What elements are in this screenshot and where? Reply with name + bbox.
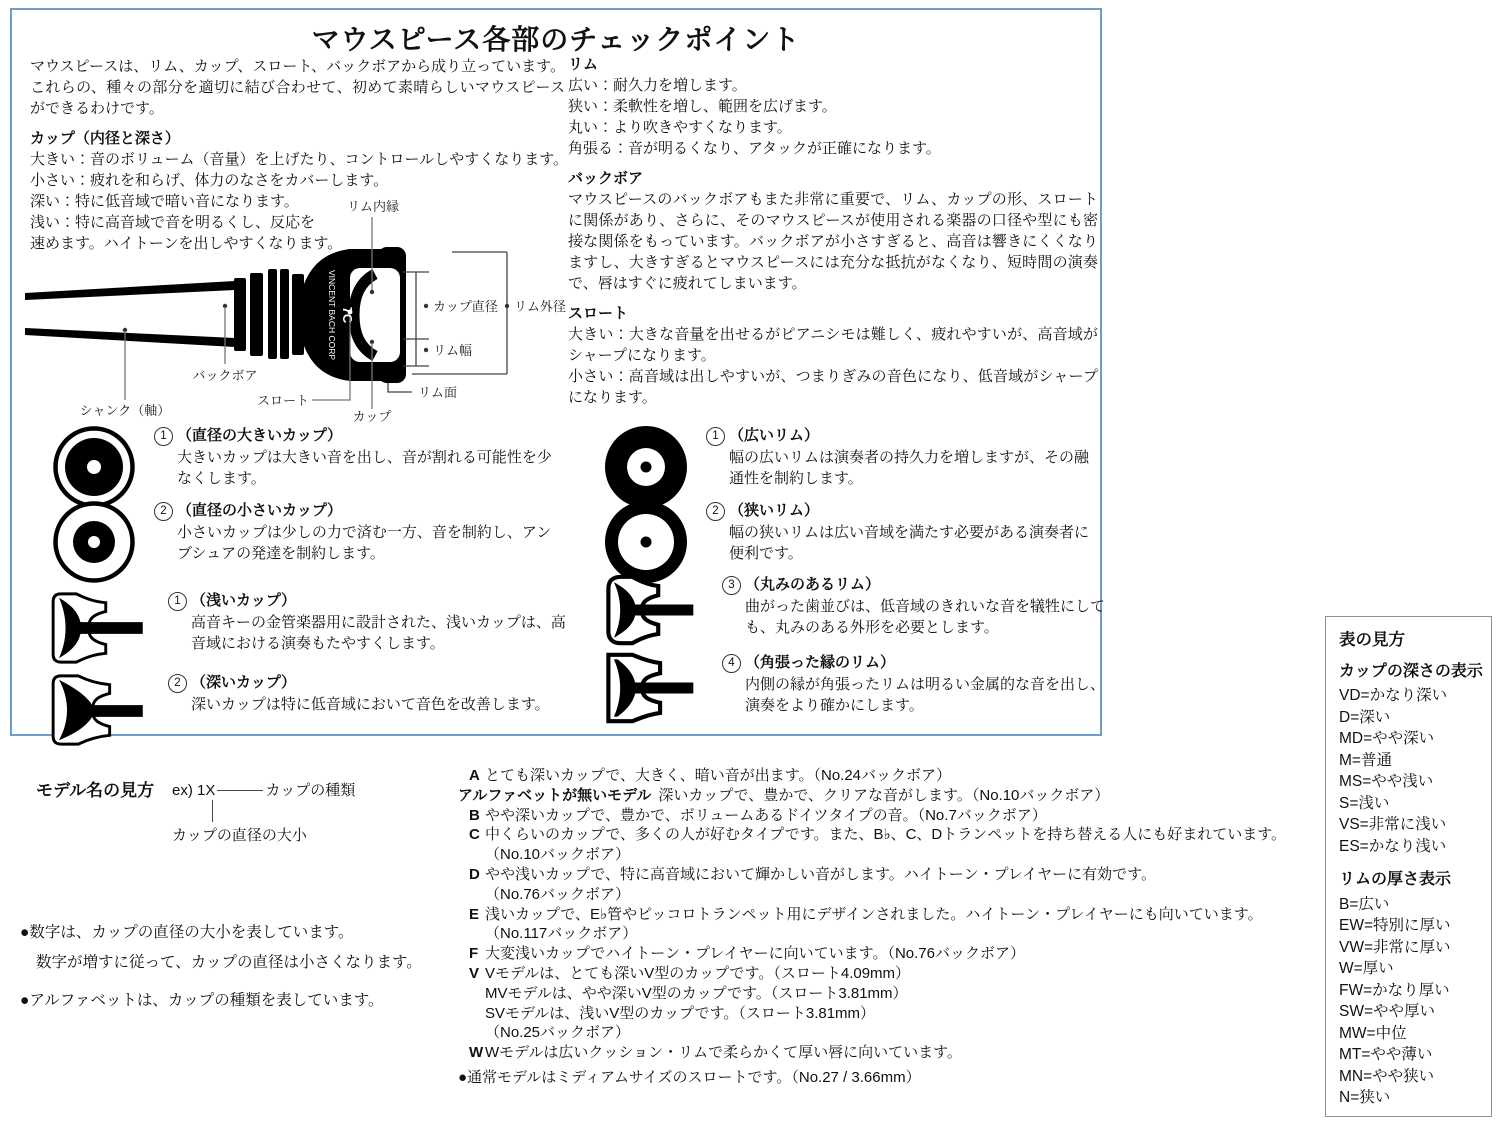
diagram-label-cup-diameter: カップ直径 [433,299,498,314]
legend-item: ES=かなり浅い [1339,837,1447,855]
model-desc-cont: （No.76バックボア） [485,885,631,903]
item-desc: 高音キーの金管楽器用に設計された、浅いカップは、高音域における演奏もたやすくします。 [191,613,566,652]
model-row-d [458,865,1303,905]
collar-ring-1 [250,273,263,356]
legend-item: MD=やや深い [1339,730,1435,747]
legend-item: D=深い [1339,708,1391,726]
model-letter: W [469,1044,484,1062]
item-desc: 幅の広いリムは演奏者の持久力を増しますが、その融通性を制約します。 [729,448,1090,487]
model-row-c [458,825,1303,865]
item-desc: 小さいカップは少しの力で済む一方、音を制約し、アンブシュアの発達を制約します。 [177,523,552,562]
item-title-text: （角張った縁のリム） [745,654,896,671]
alphabet-note: ●アルファベットは、カップの種類を表しています。 [20,992,384,1009]
diagram-label-rim-inner: リム内縁 [347,199,400,214]
cup-line-shallow2: 速めます。ハイトーンを出しやすくなります。 [30,235,343,252]
backbore-section-heading: バックボア [568,170,644,187]
legend-item: SW=やや厚い [1339,1003,1436,1020]
cup-section-heading: カップ（内径と深さ） [30,130,180,147]
rim-item-1 [604,425,1096,509]
mouthpiece-model-text: 7C [340,306,355,324]
legend-item: S=浅い [1339,794,1390,812]
cup-line-large: 大きい：音のボリューム（音量）を上げたり、コントロールしやすくなります。 [30,151,569,168]
model-label: アルファベットが無いモデル [458,786,652,804]
legend-item: VS=非常に浅い [1339,816,1447,833]
cup-depth-legend-heading: カップの深さの表示 [1339,662,1483,680]
checkpoint-panel [10,8,1106,736]
mouthpiece-diagram [20,194,580,422]
model-desc: やや深いカップで、豊かで、ボリュームあるドイツタイプの音。（No.7バックボア） [485,806,1047,824]
rim-item-2 [604,500,1096,584]
model-row-w [458,1043,1303,1063]
item-number-badge: 3 [722,576,741,595]
throat-line-large: 大きい：大きな音量を出せるがピアニシモは難しく、疲れやすいが、高音域がシャープになります。 [568,326,1098,364]
model-desc-cont: （No.117バックボア） [485,925,638,943]
collar-ring-4 [292,274,304,355]
numbers-note-cont: 数字が増すに従って、カップの直径は小さくなります。 [36,954,422,971]
item-title-text: （広いリム） [729,427,820,444]
collar-ring-2 [268,269,277,359]
page-title: マウスピース各部のチェックポイント [311,24,801,55]
item-title-text: （深いカップ） [191,674,297,691]
narrow-rim-icon [604,500,688,584]
model-desc-cont: （No.10バックボア） [485,846,631,864]
rim-line-sharp: 角張る：音が明るくなり、アタックが正確になります。 [568,140,941,157]
small-cup-icon [52,500,136,584]
model-desc-cont: SVモデルは、浅いV型のカップです。（スロート3.81mm） [485,1004,876,1022]
item-title [154,425,554,447]
legend-item: MT=やや薄い [1339,1046,1433,1063]
right-column [568,54,1098,408]
diagram-label-rim-width: リム幅 [433,343,473,358]
example-dash-line [217,790,263,791]
legend-item: VW=非常に厚い [1339,938,1451,956]
cup-line-deep: 深い：特に低音域で暗い音になります。 [30,193,299,210]
rim-line-round: 丸い：より吹きやすくなります。 [568,119,792,136]
item-title [722,574,1112,596]
item-number-badge: 4 [722,654,741,673]
item-title [706,500,1096,522]
model-row-b [458,806,1303,826]
legend-item: EW=特別に厚い [1339,917,1451,934]
model-descriptions-list [458,766,1303,1063]
item-title [168,590,568,612]
item-title-text: （直径の大きいカップ） [177,427,343,444]
diagram-label-shank: シャンク（軸） [79,403,171,418]
item-number-badge: 2 [706,502,725,521]
model-desc: Vモデルは、とても深いV型のカップです。（スロート4.09mm） [485,964,911,982]
cup-item-4 [48,672,568,748]
intro-paragraph: マウスピースは、リム、カップ、スロート、バックボアから成り立っています。これらの、種々の部分を適切に結び合わせて、初めて素晴らしいマウスピースができるわけです。 [30,58,565,117]
item-title [706,425,1096,447]
rim-face-leader [388,383,412,392]
legend-item: MN=やや狭い [1339,1067,1435,1085]
example-diameter-label: カップの直径の大小 [172,827,307,844]
rim-line-narrow: 狭い：柔軟性を増し、範囲を広げます。 [568,98,837,115]
item-title [154,500,554,522]
item-number-badge: 1 [706,427,725,446]
item-number-badge: 1 [168,592,187,611]
diagram-label-throat: スロート [257,393,310,408]
shank-top-wall [25,281,235,300]
model-desc: やや浅いカップで、特に高音域において輝かしい音がします。ハイトーン・プレイヤーに有効です。 [485,865,1156,883]
item-desc: 内側の縁が角張ったリムは明るい金属的な音を出し、演奏をより確かにします。 [745,675,1106,714]
item-desc: 深いカップは特に低音域において音色を改善します。 [191,695,550,713]
legend-item: VD=かなり深い [1339,687,1448,704]
rim-inner-dot [370,290,374,294]
model-desc: 深いカップで、豊かで、クリアな音がします。（No.10バックボア） [658,786,1110,804]
legend-item: B=広い [1339,895,1390,913]
sharp-rim-profile-icon [602,652,696,724]
model-row-a [458,766,1303,786]
deep-cup-profile-icon [48,672,144,748]
model-row-f [458,944,1303,964]
model-row-e [458,905,1303,945]
rim-item-3 [602,574,1112,646]
legend-item: N=狭い [1339,1089,1391,1106]
item-title-text: （浅いカップ） [191,592,297,609]
item-desc: 曲がった歯並びは、低音域のきれいな音を犠牲にしても、丸みのある外形を必要とします。 [745,597,1106,636]
model-letter: V [469,964,480,982]
item-desc: 大きいカップは大きい音を出し、音が割れる可能性を少なくします。 [177,448,552,487]
model-desc: とても深いカップで、大きく、暗い音が出ます。（No.24バックボア） [485,767,952,784]
cup-line-small: 小さい：疲れを和らげ、体力のなさをカバーします。 [30,172,389,189]
wide-rim-icon [604,425,688,509]
numbers-note: ●数字は、カップの直径の大小を表しています。 [20,924,354,941]
model-desc-cont: （No.25バックボア） [485,1024,631,1042]
cup-item-1 [52,425,554,509]
model-naming-heading: モデル名の見方 [36,781,155,800]
rim-item-4 [602,652,1112,724]
shank-bottom-wall [25,328,235,347]
rounded-rim-profile-icon [602,574,696,646]
diagram-label-cup: カップ [352,409,392,422]
legend-item: W=厚い [1339,960,1394,977]
model-letter: B [469,806,480,824]
diagram-label-rim-face: リム面 [418,385,458,400]
legend-spacer [1339,857,1491,869]
legend-item: M=普通 [1339,751,1392,769]
backbore-paragraph: マウスピースのバックボアもまた非常に重要で、リム、カップの形、スロートに関係があり、さらに、そのマウスピースが使用される楽器の口径や型にも密接な関係をもっています。バックボアが小さすぎると、高音は響きにくくなりますし、大きすぎるとマウスピースには充分な抵抗がなくなり、短時間の演奏で、唇はすぐに疲れてしまいます。 [568,191,1098,292]
item-title-text: （丸みのあるリム） [745,576,881,593]
rim-line-wide: 広い：耐久力を増します。 [568,77,747,94]
model-desc: 大変浅いカップでハイトーン・プレイヤーに向いています。（No.76バックボア） [485,945,1025,963]
item-title [168,672,568,694]
item-desc: 幅の狭いリムは広い音域を満たす必要がある演奏者に便利です。 [729,523,1090,562]
model-naming-example [172,779,355,800]
example-connector-line [212,800,213,822]
cup-diameter-dot [424,304,428,308]
item-title-text: （直径の小さいカップ） [177,502,343,519]
model-desc-cont: MVモデルは、やや深いV型のカップです。（スロート3.81mm） [485,984,908,1002]
item-title-text: （狭いリム） [729,502,820,519]
rim-width-dot [424,348,428,352]
throat-line-small: 小さい：高音域は出しやすいが、つまりぎみの音色になり、低音域がシャープになります。 [568,368,1098,406]
mouthpiece-brand-text: VINCENT BACH CORP [327,269,337,361]
large-cup-icon [52,425,136,509]
example-cup-type-label: カップの種類 [265,782,356,799]
model-letter: E [469,905,480,923]
model-letter: C [469,826,480,844]
model-letter: F [469,945,479,963]
diagram-label-rim-outer: リム外径 [514,299,567,314]
table-legend-panel [1325,616,1492,1117]
legend-item: MW=中位 [1339,1024,1407,1042]
model-row-no-alphabet [458,786,1303,806]
shallow-cup-profile-icon [48,590,144,666]
throat-section-heading: スロート [568,305,629,322]
legend-item: MS=やや浅い [1339,773,1434,790]
example-code: ex) 1X [172,782,216,799]
model-letter: A [469,767,480,784]
model-letter: D [469,865,480,883]
item-number-badge: 2 [168,674,187,693]
item-number-badge: 2 [154,502,173,521]
model-desc: 浅いカップで、E♭管やピッコロトランペット用にデザインされました。ハイトーン・プレイヤーにも向いています。 [485,905,1263,923]
item-number-badge: 1 [154,427,173,446]
rim-outer-dot [505,304,509,308]
backbore-collar [234,278,246,351]
legend-heading: 表の見方 [1339,631,1405,649]
cup-line-shallow: 浅い：特に高音域で音を明るくし、反応を [30,214,316,231]
legend-item: FW=かなり厚い [1339,981,1450,999]
standard-throat-note: ●通常モデルはミディアムサイズのスロートです。（No.27 / 3.66mm） [458,1069,921,1086]
model-row-v [458,964,1303,1043]
model-desc: Wモデルは広いクッション・リムで柔らかくて厚い唇に向いています。 [485,1044,962,1062]
collar-ring-3 [280,269,289,359]
diagram-label-backbore: バックボア [192,368,258,383]
model-desc: 中くらいのカップで、多くの人が好むタイプです。また、B♭、C、Dトランペットを持ち替える人にも好まれています。 [485,826,1287,844]
rim-thickness-legend-heading: リムの厚さ表示 [1339,871,1452,888]
item-title [722,652,1112,674]
rim-section-heading: リム [568,56,599,73]
cup-item-3 [48,590,568,666]
cup-item-2 [52,500,554,584]
